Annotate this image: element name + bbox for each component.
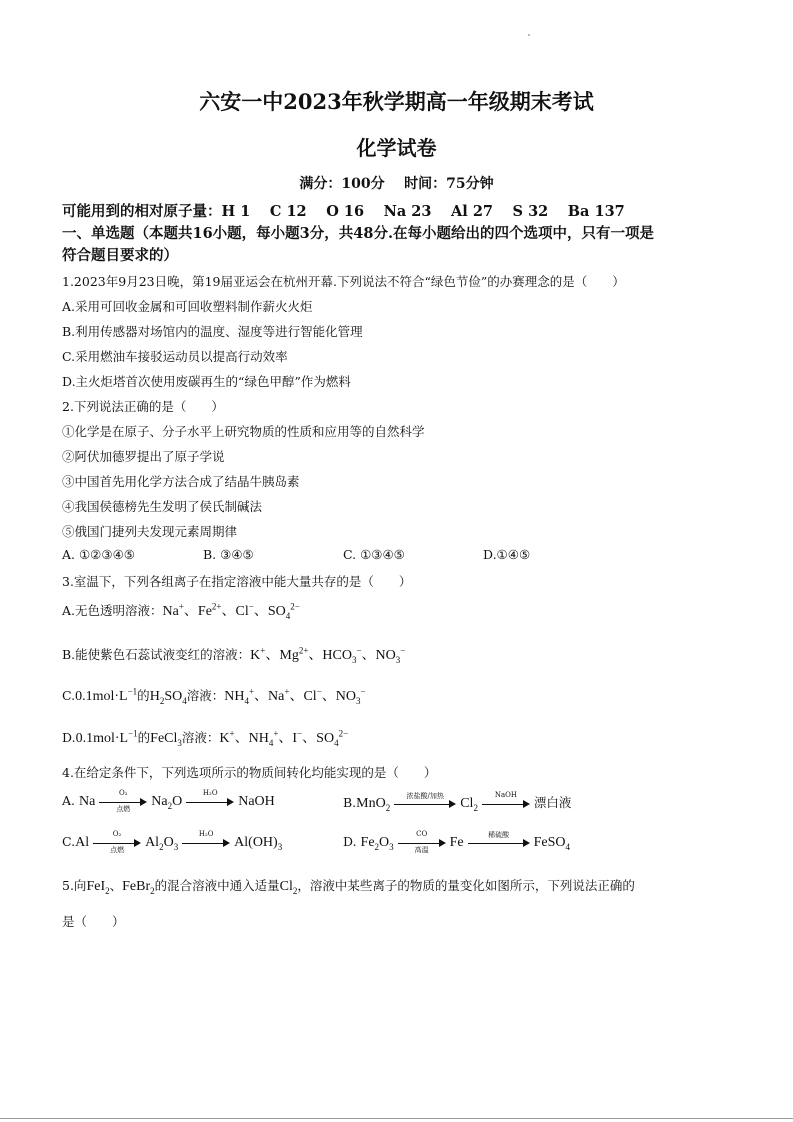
exam-title: 六安一中2023年秋学期高一年级期末考试	[199, 89, 594, 114]
q3-b-ions: K+、$Mg^{2+}$、$HCO_3^-$、$NO_3^-$	[250, 645, 406, 665]
subject-title: 化学试卷	[356, 136, 437, 160]
q1-stem: 1.2023年9月23日晚，第19届亚运会在杭州开幕.下列说法不符合“绿色节俭”的办赛理念的是（ ）	[62, 274, 625, 289]
reaction-arrow: 浓盐酸/加热	[394, 797, 456, 811]
q1-option-c: C.采用燃油车接驳运动员以提高行动效率	[62, 349, 288, 364]
q3-option-d: $D.0.1mol\cdot L^{-1}$的FeCl$_3$溶液：K+、$NH_4^+$、I−、$SO_4^{2-}$	[62, 728, 349, 748]
q4-option-a: A. Na O₂ 点燃 $Na_2O$ H₂O NaOH	[62, 788, 275, 813]
atomic-masses: 可能用到的相对原子量：H 1 C 12 O 16 Na 23 Al 27 S 32 Ba 137	[62, 203, 625, 220]
q3-c-ions: $NH_4^+$、Na+、Cl−、$NO_3^-$	[224, 686, 366, 706]
reaction-arrow: H₂O	[182, 836, 230, 850]
reaction-arrow: O₂ 点燃	[93, 836, 141, 850]
q5-stem-line2: 是（ ）	[62, 914, 125, 929]
section-heading-line2: 符合题目要求的）	[62, 247, 178, 264]
q3-c-solute: $H_2SO_4$	[149, 689, 187, 706]
q2-stem: 2.下列说法正确的是（ ）	[62, 399, 224, 414]
q3-option-b	[62, 644, 405, 665]
reaction-arrow: H₂O	[186, 795, 234, 809]
q2-option-d: D.①④⑤	[483, 547, 531, 562]
q4-option-b: B.MnO$_2$ 浓盐酸/加热 $Cl_2$ NaOH 漂白液	[343, 790, 572, 813]
q3-option-a	[62, 600, 300, 621]
q1-option-b: B.利用传感器对场馆内的温度、湿度等进行智能化管理	[62, 324, 363, 339]
q3-d-ions: K+、$NH_4^+$、I−、$SO_4^{2-}$	[219, 728, 349, 748]
q3-c-concentration: $0.1mol\cdot L^{-1}$	[75, 686, 138, 704]
q2-option-c: C. ①③④⑤	[343, 547, 405, 562]
q1-option-d: D.主火炬塔首次使用废碳再生的“绿色甲醇”作为燃料	[62, 374, 351, 389]
full-score: 满分：100分	[299, 176, 385, 192]
exam-time: 时间：75分钟	[404, 176, 494, 192]
reaction-arrow: NaOH	[482, 797, 530, 811]
q3-a-ions: Na+、$Fe^{2+}$、Cl−、$SO_4^{2-}$	[162, 601, 300, 621]
q3-a-prefix: A.无色透明溶液：	[62, 603, 163, 618]
q2-statement-2: ②阿伏加德罗提出了原子学说	[62, 449, 225, 464]
q2-option-b: B. ③④⑤	[203, 547, 254, 562]
reaction-arrow: 稀硫酸	[468, 836, 530, 850]
q3-option-c: $C.0.1mol\cdot L^{-1}$的$H_2SO_4$溶液：$NH_4^+$、Na+、Cl−、$NO_3^-$	[62, 686, 366, 706]
q3-b-prefix: B.能使紫色石蕊试液变红的溶液：	[62, 647, 251, 662]
q3-stem: 3.室温下，下列各组离子在指定溶液中能大量共存的是（ ）	[62, 574, 412, 589]
q2-statement-3: ③中国首先用化学方法合成了结晶牛胰岛素	[62, 474, 300, 489]
q2-option-a: A. ①②③④⑤	[62, 547, 136, 562]
q2-statement-5: ⑤俄国门捷列夫发现元素周期律	[62, 524, 238, 539]
scan-speck	[528, 34, 530, 36]
q5-stem-line1: 5.向FeI$_2$、FeBr$_2$的混合溶液中通入适量$Cl_2$，溶液中某些离子的物质的量变化如图所示，下列说法正确的	[62, 878, 635, 896]
q2-statement-1: ①化学是在原子、分子水平上研究物质的性质和应用等的自然科学	[62, 424, 425, 439]
reaction-arrow: CO 高温	[398, 836, 446, 850]
q4-stem: 4.在给定条件下，下列选项所示的物质间转化均能实现的是（ ）	[62, 765, 437, 780]
exam-meta	[0, 173, 793, 193]
section-heading-line1: 一、单选题（本题共16小题，每小题3分，共48分.在每小题给出的四个选项中，只有一项是	[62, 225, 654, 242]
q3-d-solute: FeCl$_3$	[150, 731, 182, 748]
page-bottom-rule	[0, 1118, 793, 1119]
q3-d-concentration: $0.1mol\cdot L^{-1}$	[75, 728, 138, 746]
reaction-arrow: O₂ 点燃	[99, 795, 147, 809]
q4-option-d: D. $Fe_2O_3$ CO 高温 Fe 稀硫酸 FeSO$_4$	[343, 829, 571, 854]
q4-option-c: C.Al O₂ 点燃 $Al_2O_3$ H₂O $Al(OH)_3$	[62, 829, 283, 854]
q2-statement-4: ④我国侯德榜先生发明了侯氏制碱法	[62, 499, 263, 514]
q1-option-a: A.采用可回收金属和可回收塑料制作薪火火炬	[62, 299, 313, 314]
